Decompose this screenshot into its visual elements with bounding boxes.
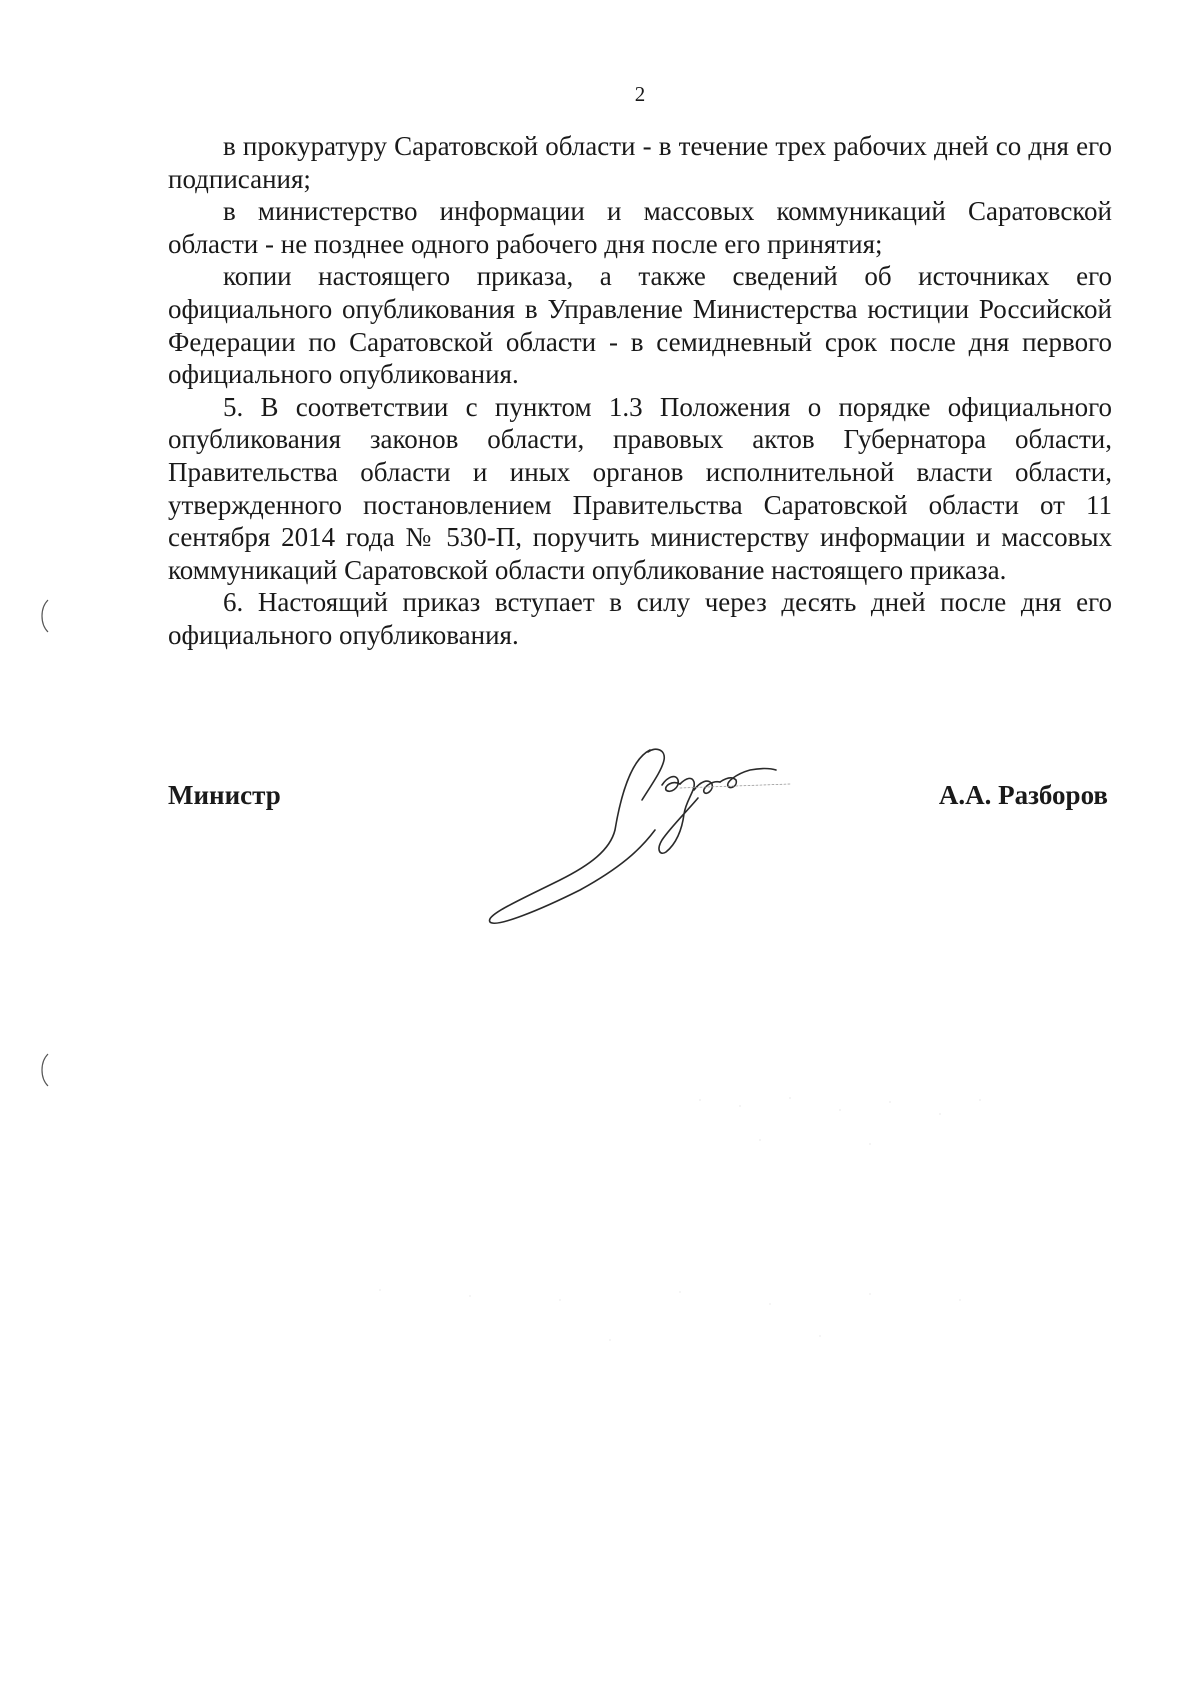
signatory-title: Министр xyxy=(168,780,281,810)
handwritten-signature-icon xyxy=(480,740,800,930)
paragraph: 5. В соответствии с пунктом 1.3 Положения о порядке официального опубликования законов области, правовых актов Губернатора области, Правительства области и иных органов исполнительной власти области, утвержденного постановлением Правительства Саратовской области от 11 сентября 2014 года № 530-П, поручить министерству информации и массовых коммуникаций Саратовской области опубликование настоящего приказа. xyxy=(168,391,1112,585)
bracket-mark-icon xyxy=(34,1052,54,1088)
bracket-mark-icon xyxy=(34,598,54,634)
paragraph: в прокуратуру Саратовской области - в течение трех рабочих дней со дня его подписания; xyxy=(168,131,1112,194)
signatory-name: А.А. Разборов xyxy=(938,780,1108,810)
paragraph: копии настоящего приказа, а также сведений об источниках его официального опубликования в Управление Министерства юстиции Российской Федерации по Саратовской области - в семидневный срок после дня первого официального опубликования. xyxy=(168,261,1112,390)
page-number: 2 xyxy=(634,82,646,106)
scan-artifact xyxy=(350,1270,1030,1360)
document-body xyxy=(168,130,1112,652)
paragraph: в министерство информации и массовых коммуникаций Саратовской области - не позднее одного рабочего дня после его принятия; xyxy=(168,196,1112,259)
paragraph: 6. Настоящий приказ вступает в силу через десять дней после дня его официального опубликования. xyxy=(168,587,1112,650)
scan-artifact xyxy=(680,1080,1040,1160)
